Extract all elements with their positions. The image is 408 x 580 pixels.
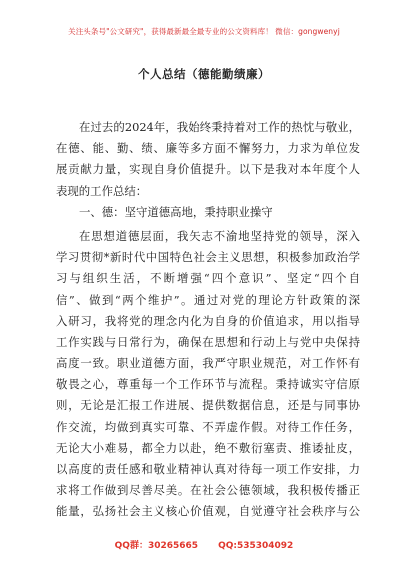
qq-contact-number: QQ:535304092 <box>218 541 294 551</box>
paragraph-line: 表现的工作总结： <box>56 183 148 198</box>
paragraph-line: 入研习，我将党的理念内化为自身的价值追求，用以指导 <box>56 313 360 328</box>
paragraph-line: 在思想道德层面，我矢志不渝地坚持党的领导，深入 <box>79 228 360 243</box>
paragraph-line: 求将工作做到尽善尽美。在社会公德领域，我积极传播正 <box>56 483 360 498</box>
section-heading: 一、德：坚守道德高地，秉持职业操守 <box>79 204 273 219</box>
paragraph-line: 习与组织生活，不断增强“四个意识”、坚定“四个自 <box>56 271 360 286</box>
paragraph-line: 作交流，均做到真实可靠、不弄虚作假。对待工作任务， <box>56 419 360 434</box>
paragraph-line: 敬畏之心，尊重每一个工作环节与流程。秉持诚实守信原 <box>56 377 360 392</box>
paragraph-line: 学习贯彻*新时代中国特色社会主义思想，积极参加政治学 <box>56 250 360 265</box>
paragraph-line: 高度一致。职业道德方面，我严守职业规范，对工作怀有 <box>56 356 360 371</box>
qq-group-number: QQ群：30265665 <box>114 541 199 551</box>
paragraph-line: 以高度的责任感和敬业精神认真对待每一项工作安排，力 <box>56 462 360 476</box>
paragraph-line: 则，无论是汇报工作进展、提供数据信息，还是与同事协 <box>56 398 360 413</box>
paragraph-line: 在过去的2024年，我始终秉持着对工作的热忱与敬业， <box>79 120 360 134</box>
paragraph-line: 工作实践与日常行为，确保在思想和行动上与党中央保持 <box>56 334 360 349</box>
paragraph-line: 在德、能、勤、绩、廉等多方面不懈努力，力求为单位发 <box>56 141 360 156</box>
document-title: 个人总结（德能勤绩廉） <box>138 67 270 81</box>
contact-footer <box>0 538 408 551</box>
paragraph-line: 无论大小难易，都全力以赴，绝不敷衍塞责、推诿扯皮， <box>56 440 360 455</box>
paragraph-line: 信”、做到“两个维护”。通过对党的理论方针政策的深 <box>56 292 360 307</box>
promo-header: 关注头条号"公文研究"，获得最新最全最专业的公文资料库！ 微信：gongwenyj <box>68 27 340 36</box>
paragraph-line: 能量，弘扬社会主义核心价值观，自觉遵守社会秩序与公 <box>56 504 360 519</box>
paragraph-line: 展贡献力量，实现自身价值提升。以下是我对本年度个人 <box>56 162 360 177</box>
document-body <box>56 117 360 523</box>
